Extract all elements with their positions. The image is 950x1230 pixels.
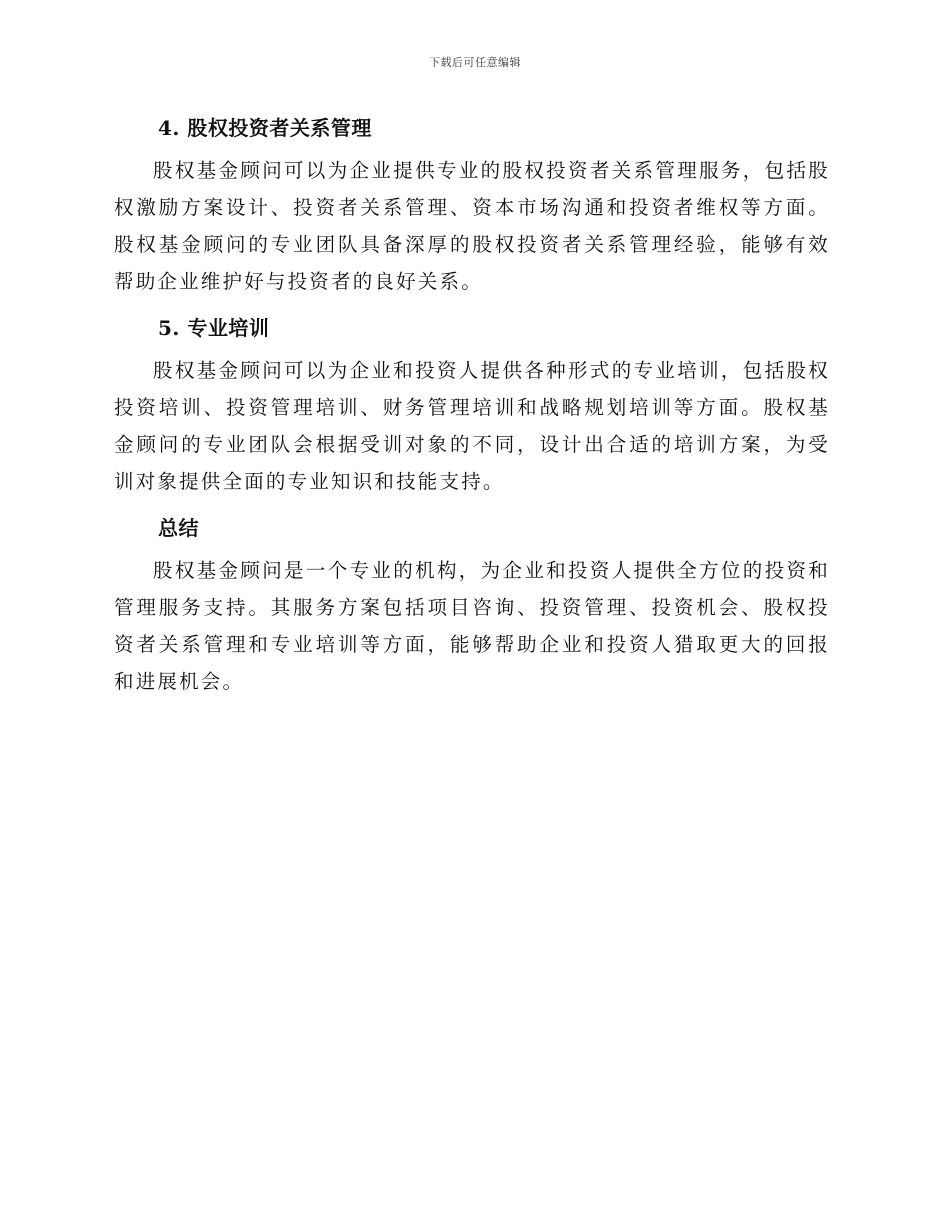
section-heading-summary: 总结: [158, 516, 199, 540]
section-heading-investor-relations: 4. 股权投资者关系管理: [158, 116, 372, 140]
paragraph-training: 股权基金顾问可以为企业和投资人提供各种形式的专业培训，包括股权投资培训、投资管理培训、财务管理培训和战略规划培训等方面。股权基金顾问的专业团队会根据受训对象的不同，设计出合适的培训方案，为受训对象提供全面的专业知识和技能支持。: [114, 359, 830, 493]
paragraph-summary: 股权基金顾问是一个专业的机构，为企业和投资人提供全方位的投资和管理服务支持。其服务方案包括项目咨询、投资管理、投资机会、股权投资者关系管理和专业培训等方面，能够帮助企业和投资人猎取更大的回报和进展机会。: [114, 559, 830, 693]
section-heading-training: 5. 专业培训: [158, 316, 270, 340]
page-header: 下载后可任意编辑: [429, 56, 521, 69]
document-body: [114, 110, 830, 710]
paragraph-investor-relations: 股权基金顾问可以为企业提供专业的股权投资者关系管理服务，包括股权激励方案设计、投资者关系管理、资本市场沟通和投资者维权等方面。股权基金顾问的专业团队具备深厚的股权投资者关系管理经验，能够有效帮助企业维护好与投资者的良好关系。: [114, 159, 830, 293]
